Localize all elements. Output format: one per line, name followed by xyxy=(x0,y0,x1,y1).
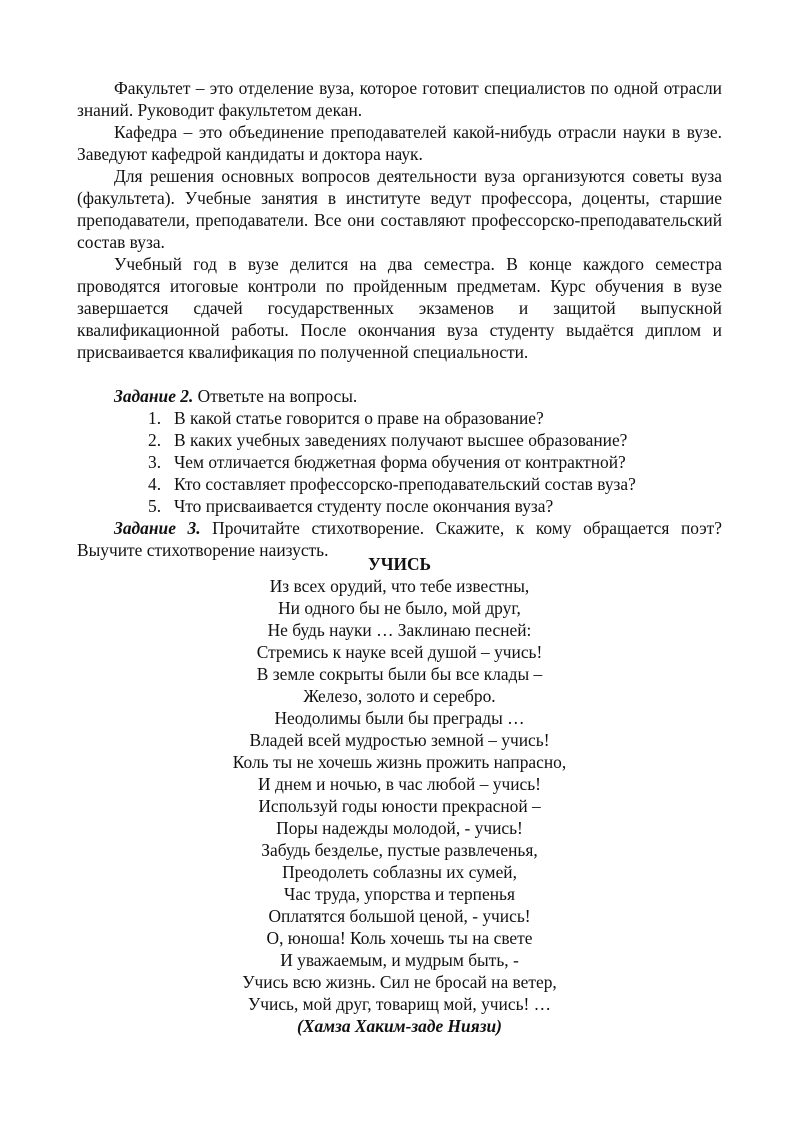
poem-author: (Хамза Хаким-заде Ниязи) xyxy=(297,1016,502,1036)
question-text: Кто составляет профессорско-преподавательский состав вуза? xyxy=(174,474,636,494)
poem-line: Неодолимы были бы преграды … xyxy=(274,708,525,728)
task-3-text: Прочитайте стихотворение. Скажите, к кому обращается поэт? Выучите стихотворение наизусть. xyxy=(77,518,722,560)
list-item xyxy=(148,451,636,473)
task-2-heading xyxy=(77,385,722,407)
poem-line: О, юноша! Коль хочешь ты на свете xyxy=(266,928,533,948)
poem-line: В земле сокрыты были бы все клады – xyxy=(256,664,543,684)
poem-line: Стремись к науке всей душой – учись! xyxy=(256,642,543,662)
poem-line: Владей всей мудростью земной – учись! xyxy=(249,730,550,750)
question-number: 2. xyxy=(148,430,162,450)
poem-line: Поры надежды молодой, - учись! xyxy=(276,818,523,838)
task-2-label: Задание 2. xyxy=(114,386,194,406)
poem-line: Оплатятся большой ценой, - учись! xyxy=(268,906,531,926)
poem-line: Учись, мой друг, товарищ мой, учись! … xyxy=(247,994,552,1014)
poem-line: Железо, золото и серебро. xyxy=(303,686,496,706)
question-number: 5. xyxy=(148,496,162,516)
question-text: В каких учебных заведениях получают высшее образование? xyxy=(174,430,628,450)
list-item xyxy=(148,429,636,451)
poem-line: Ни одного бы не было, мой друг, xyxy=(278,598,521,618)
poem-title: УЧИСЬ xyxy=(367,554,432,574)
poem-line: Преодолеть соблазны их сумей, xyxy=(282,862,517,882)
poem-line: Не будь науки … Заклинаю песней: xyxy=(267,620,532,640)
paragraph-faculty: Факультет – это отделение вуза, которое готовит специалистов по одной отрасли знаний. Руководит факультетом декан. xyxy=(77,78,722,120)
poem-line: Из всех орудий, что тебе известны, xyxy=(269,576,530,596)
poem-line: И уважаемым, и мудрым быть, - xyxy=(280,950,519,970)
poem-line: И днем и ночью, в час любой – учись! xyxy=(258,774,541,794)
list-item xyxy=(148,407,636,429)
poem-line: Учись всю жизнь. Сил не бросай на ветер, xyxy=(242,972,557,992)
paragraph-academic-year: Учебный год в вузе делится на два семестра. В конце каждого семестра проводятся итоговые контроли по пройденным предметам. Курс обучения в вузе завершается сдачей государственных экзаменов и защитой выпускной квалификационной работы. После окончания вуза студенту выдаётся диплом и присваивается квалификация по полученной специальности. xyxy=(77,254,722,362)
question-text: Чем отличается бюджетная форма обучения от контрактной? xyxy=(174,452,626,472)
poem-line: Забудь безделье, пустые развлеченья, xyxy=(261,840,538,860)
question-number: 3. xyxy=(148,452,162,472)
list-item xyxy=(148,495,636,517)
question-text: Что присваивается студенту после окончания вуза? xyxy=(174,496,554,516)
task-3-label: Задание 3. xyxy=(114,518,201,538)
paragraph-councils: Для решения основных вопросов деятельности вуза организуются советы вуза (факультета). Учебные занятия в институте ведут профессора, доценты, старшие преподаватели, преподаватели. Все они составляют профессорско-преподавательский состав вуза. xyxy=(77,166,722,252)
paragraph-department: Кафедра – это объединение преподавателей какой-нибудь отрасли науки в вузе. Заведуют кафедрой кандидаты и доктора наук. xyxy=(77,122,722,164)
poem-line: Час труда, упорства и терпенья xyxy=(284,884,515,904)
question-list xyxy=(148,407,636,517)
list-item xyxy=(148,473,636,495)
question-text: В какой статье говорится о праве на образование? xyxy=(174,408,544,428)
poem xyxy=(77,553,722,1037)
question-number: 4. xyxy=(148,474,162,494)
task-2-text: Ответьте на вопросы. xyxy=(193,386,358,406)
poem-line: Используй годы юности прекрасной – xyxy=(258,796,541,816)
poem-line: Коль ты не хочешь жизнь прожить напрасно, xyxy=(232,752,567,772)
question-number: 1. xyxy=(148,408,162,428)
